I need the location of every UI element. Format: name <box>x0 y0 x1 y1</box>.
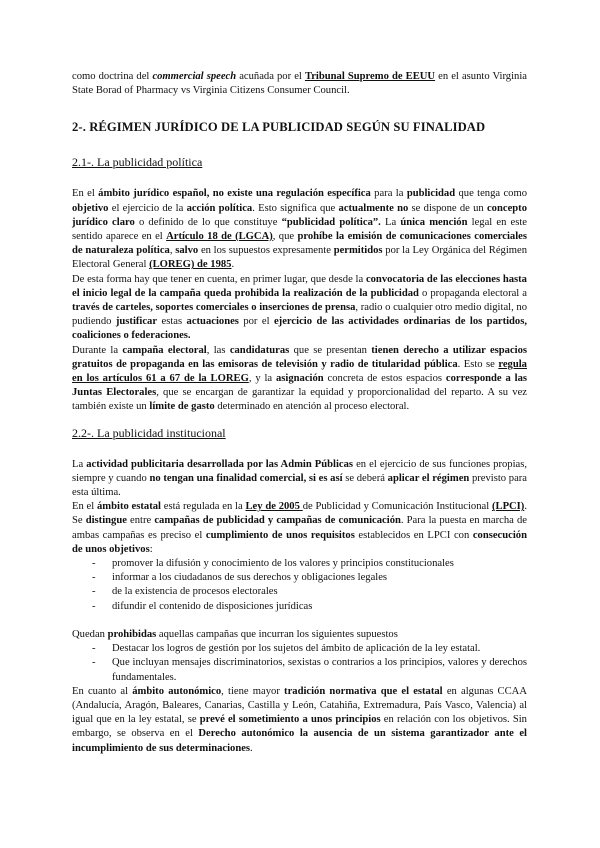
text-run: en relación con los objetivos. Sin embargo, se observa en el <box>72 714 527 740</box>
law-reference: (LOREG) de 1985 <box>149 259 232 271</box>
text-run: En cuanto al <box>72 685 133 697</box>
text-run: . Para la puesta en marcha de ambas campañas es preciso el <box>72 515 527 541</box>
text-run: entre <box>126 515 155 527</box>
bold-text: prevé el sometimiento a unos principios <box>199 714 381 726</box>
bold-text: campañas de publicidad y campañas de comunicación <box>154 515 401 527</box>
list-item: - Destacar los logros de gestión por los sujetos del ámbito de aplicación de la ley estatal. <box>92 642 527 656</box>
text-run: o definido de lo que constituye <box>134 216 282 228</box>
bold-text: justificar <box>115 316 158 328</box>
text-run: aquellas campañas que incurran los siguientes supuestos <box>156 628 398 640</box>
bold-text: ámbito autonómico <box>132 685 222 697</box>
bold-text: actuaciones <box>186 316 239 328</box>
bold-text: no tengan una finalidad comercial, si es así <box>149 472 343 484</box>
text-run: , las <box>206 344 230 356</box>
text-run: legal en este sentido aparece en el <box>72 216 527 243</box>
paragraph <box>72 628 527 642</box>
bold-text: corresponde a las Juntas Electorales <box>72 373 527 399</box>
bold-text: única mención <box>400 216 468 228</box>
text-run: , tiene mayor <box>221 685 285 697</box>
commercial-speech-term: commercial speech <box>152 71 237 82</box>
text-run: por la Ley Orgánica del Régimen Electoral General <box>72 245 528 271</box>
subsection-title-political: 2.1-. La publicidad política <box>72 155 203 170</box>
list-item: - informar a los ciudadanos de sus derechos y obligaciones legales <box>92 571 527 585</box>
text-run: se dispone de un <box>408 202 487 214</box>
intro-text: en el asunto Virginia State Borad of Pharmacy vs Virginia Citizens Consumer Council. <box>72 71 527 97</box>
text-run: Quedan <box>72 628 108 640</box>
paragraph <box>72 344 527 415</box>
bold-text: aplicar el régimen <box>387 472 470 484</box>
text-run: el ejercicio de la <box>108 202 187 214</box>
bold-text: prohibidas <box>107 628 157 640</box>
bold-text: publicidad <box>406 188 456 200</box>
text-run: . Se <box>72 501 527 527</box>
text-run: : <box>149 543 153 555</box>
paragraph <box>72 685 527 756</box>
text-run: en algunas CCAA (Andalucía, Aragón, Baleares, Canarias, Castilla y León, Catahiña, Extremadura, País Vasco, Valencia) al igual que en la ley estatal, se <box>72 685 527 726</box>
text-run: o propaganda electoral a <box>418 287 527 299</box>
text-run: para la <box>370 188 407 200</box>
text-run: , y la <box>248 373 276 385</box>
text-run: En el <box>72 188 99 200</box>
text-run: se deberá <box>342 472 388 484</box>
bold-text: objetivo <box>72 202 109 214</box>
bold-text: acción política <box>186 202 253 214</box>
paragraph <box>72 500 527 557</box>
bold-text: prohíbe la emisión de comunicaciones comerciales de naturaleza política <box>72 231 528 257</box>
bold-text: ámbito jurídico español, no existe una regulación específica <box>98 188 371 200</box>
document-page <box>72 70 527 756</box>
text-run: que se presentan <box>289 344 372 356</box>
paragraph <box>72 187 527 272</box>
bold-text: permitidos <box>333 245 383 257</box>
text-run: . <box>231 259 235 271</box>
text-run: . Esto se <box>457 358 499 370</box>
text-run: por el <box>238 316 274 328</box>
prohibitions-list <box>72 642 527 685</box>
intro-text: como doctrina del <box>72 71 153 82</box>
law-reference: regula en los artículos 61 a 67 de la LOREG <box>72 358 527 385</box>
bold-text: consecución de unos objetivos <box>72 529 527 555</box>
law-reference: Ley de 2005 <box>245 501 303 513</box>
bold-text: tradición normativa que el estatal <box>284 685 443 697</box>
text-run: , radio o cualquier otro medio digital, no pudiendo <box>72 302 527 328</box>
bold-text: convocatoria de las elecciones hasta el inicio legal de la campaña queda prohibida la realización de la publicidad <box>72 273 527 299</box>
text-run: establecidos en LPCI con <box>354 529 473 541</box>
text-run: determinado en atención al proceso electoral. <box>214 401 410 413</box>
list-item: - de la existencia de procesos electorales <box>92 585 527 599</box>
list-item: - Que incluyan mensajes discriminatorios, sexistas o contrarios a los principios, valores y derechos fundamentales. <box>92 656 527 684</box>
text-run: , que se encargan de garantizar la equidad y proporcionalidad del reparto. A su vez también existe un <box>72 387 527 413</box>
text-run: Durante la <box>72 344 123 356</box>
bold-text: asignación <box>275 373 324 385</box>
bold-text: límite de gasto <box>149 401 215 413</box>
intro-text: acuñada por el <box>236 71 305 82</box>
text-run: En el <box>72 501 97 513</box>
text-run: . <box>250 742 253 754</box>
bold-text: ámbito estatal <box>96 501 161 513</box>
bold-text: tienen derecho a utilizar espacios gratuitos de propaganda en las emisoras de televisión y radio de titularidad pública <box>72 344 528 370</box>
text-run: , <box>169 245 176 257</box>
bold-text: ejercicio de las actividades ordinarias de los partidos, coaliciones o federaciones. <box>72 316 528 342</box>
paragraph <box>72 273 527 344</box>
section-heading: 2-. RÉGIMEN JURÍDICO DE LA PUBLICIDAD SEGÚN SU FINALIDAD <box>72 120 486 135</box>
bold-text: salvo <box>175 245 199 257</box>
bold-text: campaña electoral <box>122 344 207 356</box>
text-run: previsto para esta última. <box>72 472 528 499</box>
text-run: De esta forma hay que tener en cuenta, en primer lugar, que desde la <box>72 273 366 285</box>
law-reference: (LPCI) <box>491 501 525 513</box>
text-run: La <box>72 458 87 470</box>
law-reference: Artículo 18 de (LGCA) <box>166 231 273 243</box>
bold-text: través de carteles, soportes comerciales o inserciones de prensa <box>72 302 356 314</box>
bold-text: candidaturas <box>229 344 290 356</box>
objectives-list <box>72 557 527 614</box>
paragraph <box>72 458 527 501</box>
bold-text: actualmente no <box>338 202 409 214</box>
text-run: de Publicidad y Comunicación Institucional <box>302 501 492 513</box>
intro-paragraph <box>72 70 527 98</box>
text-run: está regulada en la <box>160 501 246 513</box>
text-run: estas <box>157 316 187 328</box>
text-run: que tenga como <box>455 188 527 200</box>
text-run: La <box>380 216 401 228</box>
list-item: - promover la difusión y conocimiento de los valores y principios constitucionales <box>92 557 527 571</box>
text-run: . Esto significa que <box>252 202 339 214</box>
bold-text: cumplimiento de unos requisitos <box>205 529 355 541</box>
bold-text: concepto jurídico claro <box>72 202 527 228</box>
text-run: en los supuestos expresamente <box>198 245 334 257</box>
subsection-title-institutional: 2.2-. La publicidad institucional <box>72 425 226 440</box>
bold-text: “publicidad política”. <box>281 216 381 228</box>
text-run: en el ejercicio de sus funciones propias, siempre y cuando <box>72 458 527 484</box>
text-run: , que <box>272 231 298 243</box>
bold-text: Derecho autonómico la ausencia de un sistema garantizador ante el incumplimiento de sus determinaciones <box>72 728 527 754</box>
bold-text: distingue <box>85 515 127 527</box>
text-run: concreta de estos espacios <box>323 373 446 385</box>
list-item: - difundir el contenido de disposiciones jurídicas <box>92 600 527 614</box>
tribunal-reference: Tribunal Supremo de EEUU <box>304 71 436 82</box>
bold-text: actividad publicitaria desarrollada por las Admin Públicas <box>86 458 354 470</box>
